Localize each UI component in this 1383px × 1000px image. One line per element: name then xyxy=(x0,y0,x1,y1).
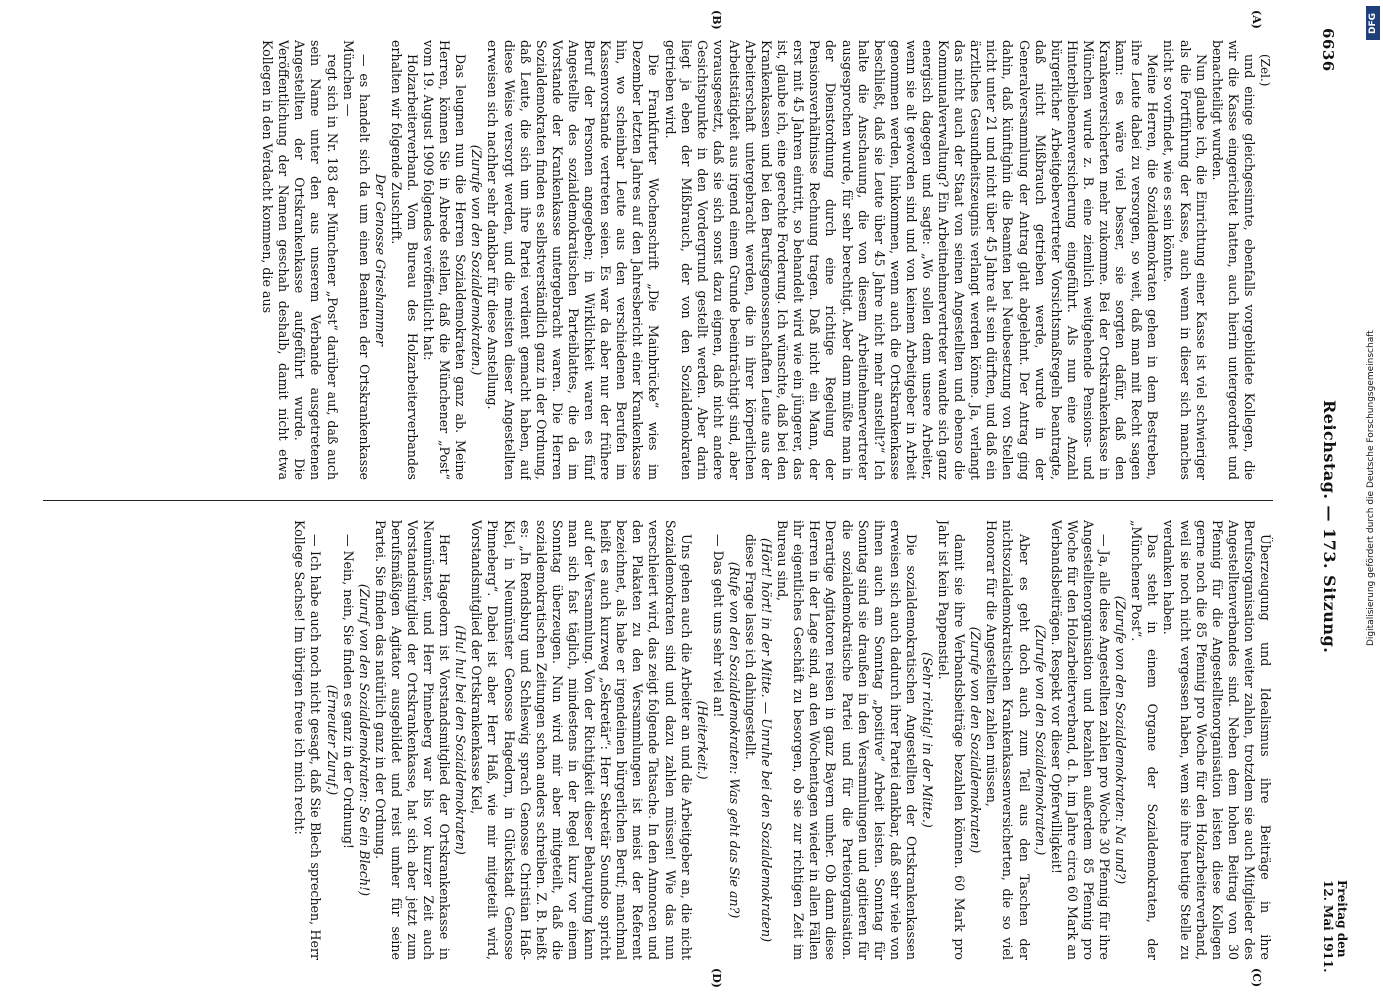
digitization-strip xyxy=(1366,0,1383,1000)
paragraph: — Das geht uns sehr viel an! xyxy=(710,534,726,718)
margin-mark-a: (A) xyxy=(1250,10,1263,29)
interjection: (Erneuter Zuruf.) xyxy=(324,684,340,796)
quote: — es handelt sich da um einen Beamten der Ortskrankenkasse München — xyxy=(340,40,372,480)
paragraph: — Ja, alle diese Angestellten zahlen pro Woche 30 Pfennig für ihre Angestelltenorganisation und bezahlen außerdem 85 Pfennig pro Woche für den Holzarbeiterverband, d. h. im Jahre circa 60 Mark an Verbandsbeiträgen. Respekt vor dieser Opferwilligkeit! xyxy=(1048,520,1113,960)
right-column xyxy=(43,520,1273,960)
left-column xyxy=(43,40,1273,480)
interjection: (Zuruf von den Sozialdemokraten: So ein Blech!) xyxy=(356,583,372,897)
paragraph: Überzeugung und Idealismus ihre Beiträge in ihre Berufsorganisation weiter zahlen, trotzdem sie auch Mitglieder des Angestelltenverbandes sind. Neben dem hohen Beitrag von 30 Pfennig für die Angestelltenorganisation leisten diese Kollegen gerne noch die 85 Pfennig pro Woche für den Holzarbeiterverband, weil sie noch nicht vergessen haben, wem sie ihre heutige Stelle zu verdanken haben. xyxy=(1161,520,1273,960)
paragraph: — Ich habe auch noch nicht gesagt, daß Sie Blech sprechen, Herr Kollege Sachse! Im übrigen freue ich mich recht: xyxy=(292,520,324,960)
margin-mark-d: (D) xyxy=(710,968,723,988)
continued-mark: (Zel.) xyxy=(1258,54,1272,87)
paragraph: diese Frage lasse ich dahingestellt. xyxy=(743,534,758,760)
interjection: (Sehr richtig! in der Mitte.) xyxy=(920,652,936,828)
margin-mark-b: (B) xyxy=(710,10,723,30)
paragraph: Das steht in einem Organe der Sozialdemokraten, der „Münchener Post“. xyxy=(1129,520,1161,960)
paragraph: Das leugnen nun die Herren Sozialdemokraten ganz ab. Meine Herren, können Sie in Abrede stellen, daß die Münchener „Post“ vom 19. August 1909 folgendes veröffentlicht hat: xyxy=(421,40,469,480)
paragraph: Die Frankfurter Wochenschrift „Die Mainbrücke“ wies im Dezember letzten Jahres auf den Jahresbericht einer Krankenkasse hin, wo scheinbar Leute aus den verschiedenen Berufen im Kassenvorstande vertreten seien. Es war da aber nur der frühere Beruf der Personen angegeben; in Wirklichkeit waren es fünf Angestellte des sozialdemokratischen Parteiblattes, die da im Vorstande der Krankenkasse untergebracht waren. Die Herren Sozialdemokraten finden es selbstverständlich ganz in der Ordnung, daß Leute, die sich um ihre Partei verdient gemacht haben, auf diese Weise versorgt werden, und die meisten dieser Angestellten erweisen sich nachher sehr dankbar für diese Anstellung. xyxy=(485,40,662,480)
quote: Holzarbeiterverband. Vom Bureau des Holzarbeiterverbandes erhalten wir folgende Zuschrift. xyxy=(388,40,421,480)
interjection: (Hört! hört! in der Mitte. — Unruhe bei den Sozialdemokraten) xyxy=(759,538,775,942)
running-title: Reichstag. — 173. Sitzung. xyxy=(1320,400,1339,654)
interjection: (Hu! hu! bei den Sozialdemokraten) xyxy=(453,625,469,855)
column-divider xyxy=(43,500,1273,501)
page-header xyxy=(1285,20,1365,980)
dfg-logo: DFG xyxy=(1366,6,1380,40)
paragraph: Uns gehen auch die Arbeiter an und die Arbeitgeber an, die nicht Sozialdemokraten sind und dazu zahlen müssen! Wie das nun verschleiert wird, das zeigt folgende Tatsache. In den Annoncen und den Plakaten zu den Versammlungen ist meist der Referent bezeichnet, als habe er irgendeinen bürgerlichen Beruf; manchmal heißt es auch kurzweg „Sekretär“: Herr Sekretär Soundso spricht auf der Versammlung. Von der Richtigkeit dieser Behauptung kann man sich fast täglich, mindestens in der Regel kurz vor einem Sonntag überzeugen. Nun wird mir aber mitgeteilt, daß die sozialdemokratischen Zeitungen schon anders schreiben. Z. B. heißt es: „In Rendsburg und Schleswig sprach Genosse Christian Haß-Kiel, in Neumünster Genosse Hagedorn, in Glückstadt Genosse Pinneberg“. Dabei ist aber Herr Haß, wie mir mitgeteilt wird, Vorstandsmitglied der Ortskrankenkasse Kiel, xyxy=(469,520,694,960)
paragraph: regt sich in Nr. 183 der Münchener „Post“ darüber auf, daß auch sein Name unter den aus unserem Verbande ausgetretenen Angestellten der Ortskrankenkasse aufgeführt wurde. Die Veröffentlichung der Namen geschah deshalb, damit nicht etwa Kollegen in den Verdacht kommen, die aus xyxy=(260,40,340,480)
session-date: Freitag den 12. Mai 1911. xyxy=(1321,880,1349,973)
interjection: (Zurufe von den Sozialdemokraten) xyxy=(968,626,984,854)
page-number: 6636 xyxy=(1319,28,1337,72)
paragraph: und einige gleichgesinnte, ebenfalls vorgebildete Kollegen, die wir die Kasse eingerichtet hatten, auch hierin untergeordnet und benachteiligt wurden. xyxy=(1209,40,1257,480)
quote: Der Genosse Grieshammer xyxy=(372,173,388,347)
paragraph: Meine Herren, die Sozialdemokraten gehen in dem Bestreben, ihre Leute dabei zu versorgen, so weit, daß man mit Recht sagen kann: es wäre viel besser, sie sorgten dafür, daß den Krankenversicherten mehr zukomme. Bei der Ortskrankenkasse in München wurde z. B. eine ziemlich weitgehende Pensions- und Hinterbliebenenversicherung eingeführt. Als nun eine Anzahl bürgerlicher Arbeitgebervertreter Vorsichtsmaßregeln beantragte, daß nicht Mißbrauch getrieben werde, wurde in der Generalversammlung der Antrag glatt abgelehnt. Der Antrag ging dahin, daß künftighin die Beamten bei Neubesetzung von Stellen nicht unter 21 und nicht über 45 Jahre alt sein dürften, und daß ein ärztliches Gesundheitszeugnis verlangt werden könne. Ja, verlangt das nicht auch der Staat von seinen Angestellten und ebenso die Kommunalverwaltung? Ein Arbeitnehmervertreter wandte sich ganz energisch dagegen und sagte: „Wo sollen denn unsere Arbeiter, wenn sie alt geworden sind und von keinem Arbeitgeber in Arbeit genommen werden, hinkommen, wenn auch die Ortskrankenkasse beschließt, daß sie Leute über 45 Jahre nicht mehr anstellt?“ Ich halte die Anschauung, die von diesem Arbeitnehmervertreter ausgesprochen wurde, für sehr berechtigt. Aber dann müßte man in der Dienstordnung durch eine richtige Regelung der Pensionsverhältnisse Rechnung tragen. Daß nicht ein Mann, der erst mit 45 Jahren eintritt, so behandelt wird wie ein jüngerer, das ist, glaube ich, eine gerechte Forderung. Ich wünschte, daß bei den Krankenkassen und bei den Berufsgenossenschaften Leute aus der Arbeiterschaft untergebracht werden, die in ihrer körperlichen Arbeitstätigkeit aus irgend einem Grunde beeinträchtigt sind, aber vorausgesetzt, daß sie sich sonst dazu eignen, daß nicht andere Gesichtspunkte in den Vordergrund gestellt werden. Aber darin liegt ja eben der Mißbrauch, der von den Sozialdemokraten getrieben wird. xyxy=(662,40,1161,480)
paragraph: Die sozialdemokratischen Angestellten der Ortskrankenkassen erweisen sich auch dadurch ihrer Partei dankbar, daß sehr viele von ihnen auch am Sonntag „positive“ Arbeit leisten. Sonntag für Sonntag sind sie draußen in den Versammlungen und agitieren für die sozialdemokratische Partei und für die Parteiorganisation. Derartige Agitatoren reisen in ganz Bayern umher. Ob dann diese Herren in der Lage sind, an den Wochentagen wieder in allen Fällen ihr eigentliches Geschäft zu besorgen, ob sie zur richtigen Zeit im Bureau sind, xyxy=(775,520,919,960)
interjection: (Heiterkeit.) xyxy=(694,700,710,780)
interjection: (Zurufe von den Sozialdemokraten.) xyxy=(1032,624,1048,856)
interjection: (Zurufe von den Sozialdemokraten.) xyxy=(469,144,485,376)
interjection: (Zurufe von den Sozialdemokraten: Na und?) xyxy=(1113,595,1129,885)
digitization-note: Digitalisierung gefördert durch die Deutsche Forschungsgemeinschaft xyxy=(1366,330,1376,646)
paragraph: damit sie ihre Verbandsbeiträge bezahlen können. 60 Mark pro Jahr ist kein Pappenstiel. xyxy=(936,520,968,960)
paragraph: — Nein, nein, Sie finden es ganz in der Ordnung! xyxy=(340,534,356,849)
interjection: (Rufe von den Sozialdemokraten: Was geht das Sie an?) xyxy=(726,561,742,919)
paragraph: Herr Hagedorn ist Vorstandsmitglied der Ortskrankenkasse in Neumünster, und Herr Pinneberg war bis vor kurzer Zeit auch Vorstandsmitglied der Ortskrankenkasse, hat sich aber jetzt zum berufsmäßigen Agitator ausgebildet und reist umher für seine Partei. Sie finden das natürlich ganz in der Ordnung. xyxy=(372,520,453,960)
margin-mark-c: (C) xyxy=(1250,968,1263,988)
paragraph: Nun glaube ich, die Einrichtung einer Kasse ist viel schwieriger als die Fortführung der Kasse, auch wenn in dieser sich manches nicht so vorfindet, wie es sein könnte. xyxy=(1161,40,1209,480)
paragraph: Aber es geht doch auch zum Teil aus den Taschen der nichtsozialdemokratischen Krankenkassenversicherten, die so viel Honorar für die Angestellten zahlen müssen, xyxy=(984,520,1032,960)
